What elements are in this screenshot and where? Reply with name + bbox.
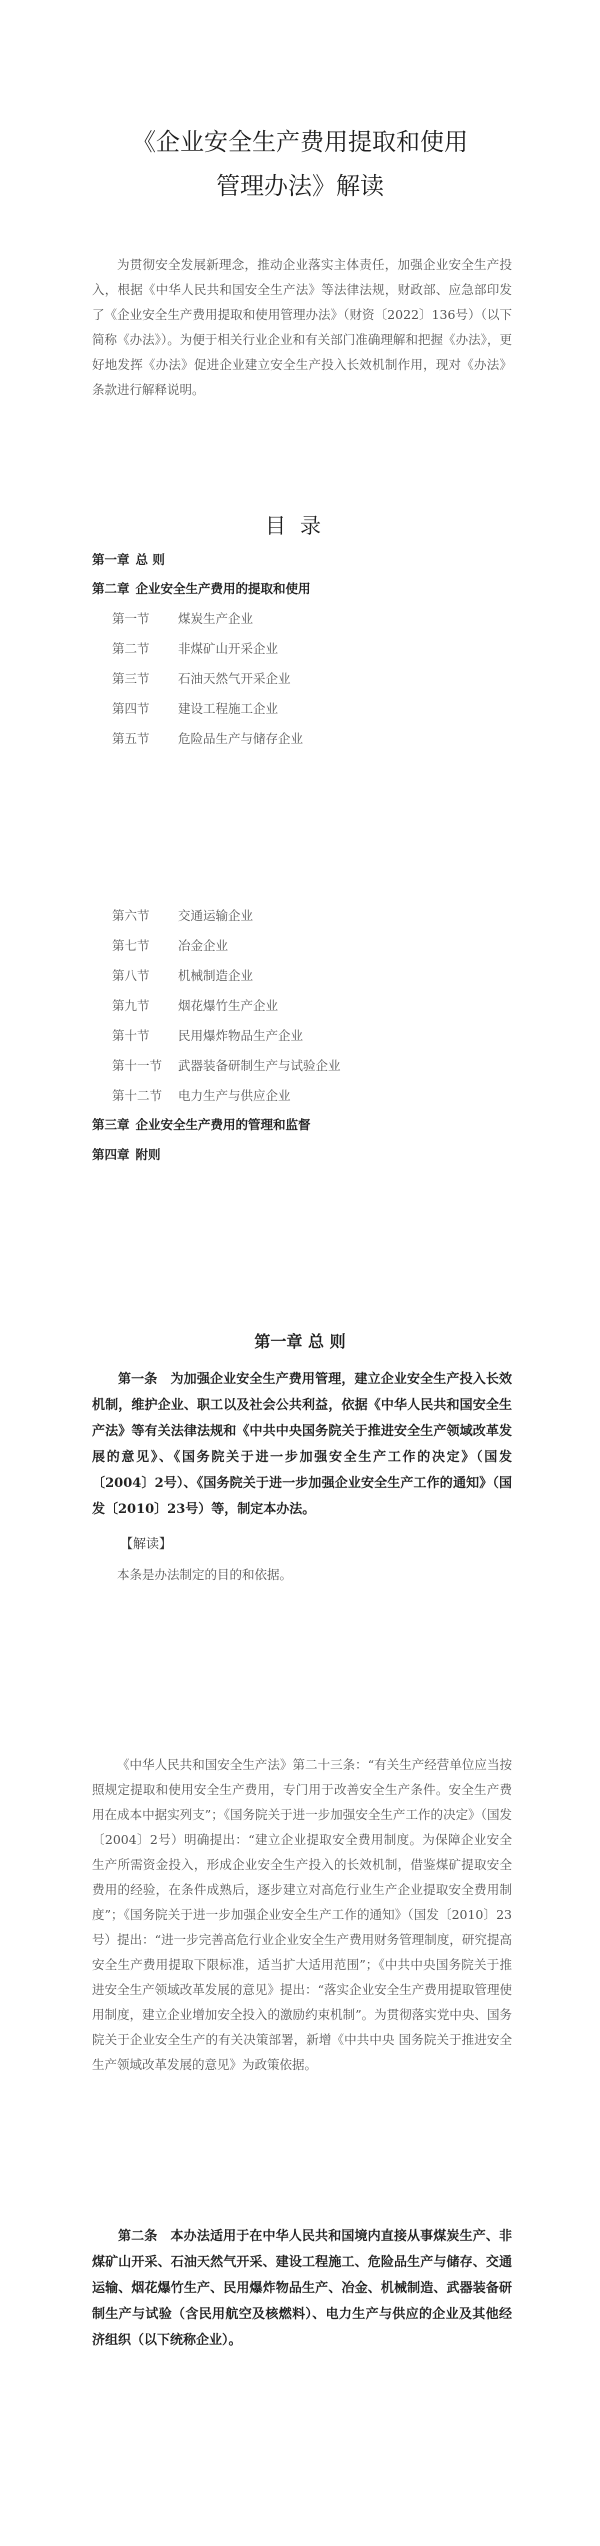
toc-chapter-text: 附则 [135,1147,161,1162]
toc-section-number: 第六节 [112,908,150,923]
toc-section-text: 冶金企业 [178,938,229,953]
document-title [0,120,600,208]
toc-chapter-1 [92,551,165,569]
toc-section-number: 第二节 [112,641,150,656]
toc-section-number: 第四节 [112,701,150,716]
toc-section-text: 武器装备研制生产与试验企业 [178,1058,341,1073]
toc-section-number: 第三节 [112,671,150,686]
interpretation-label: 【解读】 [120,1537,173,1552]
toc-section-number: 第八节 [112,968,150,983]
toc-section-4 [112,700,278,718]
toc-chapter-text: 总 则 [135,552,165,567]
toc-section-text: 建设工程施工企业 [178,701,279,716]
toc-section-number: 第十节 [112,1028,150,1043]
toc-section-text: 交通运输企业 [178,908,254,923]
document-title-line-2: 管理办法》解读 [216,172,384,200]
toc-section-text: 民用爆炸物品生产企业 [178,1028,304,1043]
toc-section-text: 机械制造企业 [178,968,254,983]
toc-chapter-number: 第一章 [92,552,130,567]
toc-section-12 [112,1087,291,1105]
chapter-1-title: 第一章 总 则 [254,1332,346,1351]
toc-section-1 [112,610,253,628]
toc-chapter-4 [92,1146,161,1164]
toc-section-text: 危险品生产与储存企业 [178,731,304,746]
toc-chapter-text: 企业安全生产费用的管理和监督 [135,1117,311,1132]
toc-section-6 [112,907,253,925]
interpretation-note-2: 《中华人民共和国安全生产法》第二十三条：“有关生产经营单位应当按照规定提取和使用安全生产费用，专门用于改善安全生产条件。安全生产费用在成本中据实列支”；《国务院关于进一步加强安全生产工作的决定》（国发〔2004〕2号）明确提出：“建立企业提取安全费用制度。为保障企业安全生产所需资金投入，形成企业安全生产投入的长效机制，借鉴煤矿提取安全费用的经验，在条件成熟后，逐步建立对高危行业生产企业提取安全费用制度”；《国务院关于进一步加强企业安全生产工作的通知》（国发〔2010〕23号）提出：“进一步完善高危行业企业安全生产费用财务管理制度，研究提高安全生产费用提取下限标准，适当扩大适用范围”；《中共中央国务院关于推进安全生产领域改革发展的意见》提出：“落实企业安全生产费用提取管理使用制度，建立企业增加安全投入的激励约束机制”。为贯彻落实党中央、国务院关于企业安全生产的有关决策部署，新增《中共中央 国务院关于推进安全生产领域改革发展的意见》为政策依据。 [92,1757,512,2072]
toc-heading: 目录 [265,514,335,538]
toc-chapter-number: 第二章 [92,581,130,596]
toc-section-11 [112,1057,341,1075]
toc-chapter-text: 企业安全生产费用的提取和使用 [135,581,311,596]
toc-section-number: 第一节 [112,611,150,626]
article-2: 第二条 本办法适用于在中华人民共和国境内直接从事煤炭生产、非煤矿山开采、石油天然气开采、建设工程施工、危险品生产与储存、交通运输、烟花爆竹生产、民用爆炸物品生产、冶金、机械制造、武器装备研制生产与试验（含民用航空及核燃料）、电力生产与供应的企业及其他经济组织（以下统称企业）。 [92,2229,512,2348]
toc-section-number: 第七节 [112,938,150,953]
toc-section-10 [112,1027,303,1045]
toc-section-9 [112,997,278,1015]
toc-chapter-2 [92,580,311,598]
toc-section-8 [112,967,253,985]
intro-paragraph: 为贯彻安全发展新理念，推动企业落实主体责任，加强企业安全生产投入，根据《中华人民共和国安全生产法》等法律法规，财政部、应急部印发了《企业安全生产费用提取和使用管理办法》（财资〔2022〕136号）（以下简称《办法》）。为便于相关行业企业和有关部门准确理解和把握《办法》，更好地发挥《办法》促进企业建立安全生产投入长效机制作用，现对《办法》条款进行解释说明。 [92,257,512,397]
toc-chapter-number: 第四章 [92,1147,130,1162]
toc-section-3 [112,670,291,688]
interpretation-note-1: 本条是办法制定的目的和依据。 [117,1567,293,1582]
toc-section-number: 第五节 [112,731,150,746]
document-title-line-1: 《企业安全生产费用提取和使用 [132,128,468,156]
toc-section-text: 煤炭生产企业 [178,611,254,626]
toc-section-text: 烟花爆竹生产企业 [178,998,279,1013]
toc-section-text: 电力生产与供应企业 [178,1088,291,1103]
toc-chapter-number: 第三章 [92,1117,130,1132]
toc-section-text: 石油天然气开采企业 [178,671,291,686]
toc-section-number: 第十二节 [112,1088,163,1103]
article-1: 第一条 为加强企业安全生产费用管理，建立企业安全生产投入长效机制，维护企业、职工以及社会公共利益，依据《中华人民共和国安全生产法》等有关法律法规和《中共中央国务院关于推进安全生产领域改革发展的意见》、《国务院关于进一步加强安全生产工作的决定》（国发〔2004〕2号）、《国务院关于进一步加强企业安全生产工作的通知》（国发〔2010〕23号）等，制定本办法。 [92,1372,512,1517]
toc-section-text: 非煤矿山开采企业 [178,641,279,656]
toc-chapter-3 [92,1116,311,1134]
toc-section-number: 第九节 [112,998,150,1013]
toc-section-7 [112,937,228,955]
toc-section-2 [112,640,278,658]
toc-section-5 [112,730,303,748]
toc-section-number: 第十一节 [112,1058,163,1073]
